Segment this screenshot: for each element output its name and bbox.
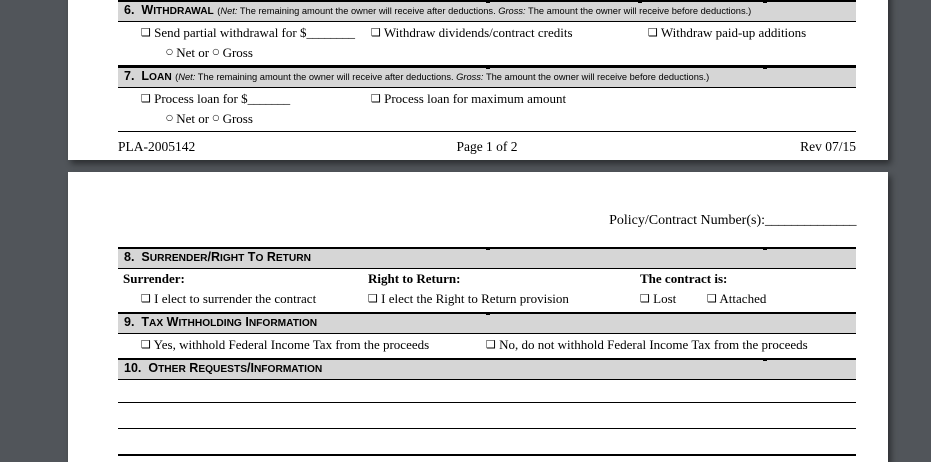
- checkbox-option-contract-attached[interactable]: [707, 291, 766, 307]
- other-requests-write-area[interactable]: [118, 380, 856, 456]
- checkbox-label: No, do not withhold Federal Income Tax from the proceeds: [499, 337, 808, 352]
- page-sheet-two: [68, 172, 888, 462]
- loan-net-gross-row: [118, 110, 856, 128]
- section-note-withdrawal: (Net: The remaining amount the owner will receive after deductions. Gross: The amount the owner will receive before deductions.): [217, 6, 752, 16]
- checkbox-label: Process loan for maximum amount: [384, 91, 567, 106]
- section-number-other: 10.: [124, 361, 142, 375]
- loan-options-row: [118, 91, 856, 109]
- section-title-other-requests: OTHER REQUESTS/INFORMATION: [144, 361, 323, 375]
- checkbox-option-contract-lost[interactable]: [640, 291, 676, 307]
- fill-in-blank[interactable]: ________: [306, 25, 355, 40]
- column-tick-mark: [763, 358, 767, 361]
- checkbox-option-withhold-no[interactable]: [486, 337, 808, 353]
- checkbox-option-withhold-yes[interactable]: [141, 337, 429, 353]
- page-footer: [118, 138, 856, 156]
- section-header-surrender-right-to-return: [118, 247, 856, 269]
- checkbox-option-send-partial-withdrawal[interactable]: [141, 25, 354, 41]
- radio-label-gross: Gross: [222, 111, 253, 126]
- or-separator: or: [198, 111, 210, 126]
- checkbox-icon[interactable]: ❑: [141, 338, 151, 351]
- section-note-loan: (Net: The remaining amount the owner will receive after deductions. Gross: The amount the owner will receive before deductions.): [175, 72, 710, 82]
- checkbox-icon[interactable]: ❑: [368, 292, 378, 305]
- checkbox-option-withdraw-dividends[interactable]: [371, 25, 573, 41]
- fill-in-blank[interactable]: _______: [247, 91, 290, 106]
- checkbox-label: Yes, withhold Federal Income Tax from the proceeds: [153, 337, 430, 352]
- radio-label-net: Net: [176, 45, 196, 60]
- checkbox-option-process-loan-amount[interactable]: [141, 91, 290, 107]
- policy-contract-number-label: Policy/Contract Number(s):: [609, 213, 765, 228]
- column-tick-mark: [486, 0, 490, 3]
- checkbox-option-elect-surrender[interactable]: [141, 291, 316, 307]
- checkbox-label: Send partial withdrawal for $: [154, 25, 307, 40]
- checkbox-option-withdraw-paid-up-additions[interactable]: [648, 25, 806, 41]
- checkbox-label: I elect to surrender the contract: [154, 291, 317, 306]
- footer-page-indicator: Page 1 of 2: [456, 139, 518, 154]
- column-tick-mark: [486, 312, 490, 315]
- radio-icon-net[interactable]: ○: [166, 113, 173, 122]
- checkbox-label: Withdraw paid-up additions: [660, 25, 807, 40]
- radio-group-loan-net-gross[interactable]: [166, 110, 253, 127]
- section-title-tax-withholding: TAX WITHHOLDING INFORMATION: [137, 315, 318, 329]
- policy-contract-number-field[interactable]: [118, 212, 856, 230]
- checkbox-option-process-loan-maximum[interactable]: [371, 91, 566, 107]
- checkbox-icon[interactable]: ❑: [648, 26, 658, 39]
- footer-revision: Rev 07/15: [800, 139, 856, 154]
- tax-withholding-options-row: [118, 337, 856, 355]
- write-line[interactable]: [118, 428, 856, 454]
- column-heading-surrender: Surrender:: [123, 271, 185, 286]
- checkbox-icon[interactable]: ❑: [371, 92, 381, 105]
- footer-divider-rule: [118, 131, 856, 132]
- policy-contract-number-blank[interactable]: ______________: [765, 213, 856, 228]
- radio-icon-gross[interactable]: ○: [212, 47, 220, 56]
- column-tick-mark: [763, 247, 767, 250]
- withdrawal-options-row: [118, 25, 856, 43]
- section-title-loan: LOAN: [141, 69, 172, 83]
- checkbox-label: Lost: [653, 291, 677, 306]
- write-line-space: [118, 380, 856, 402]
- column-tick-mark: [486, 66, 490, 69]
- section-number-surrender: 8.: [124, 250, 135, 264]
- section-header-tax-withholding: [118, 312, 856, 334]
- page-sheet-one: [68, 0, 888, 160]
- radio-group-withdrawal-net-gross[interactable]: [166, 44, 253, 61]
- checkbox-icon[interactable]: ❑: [141, 92, 151, 105]
- radio-label-net: Net: [176, 111, 196, 126]
- section-number-tax: 9.: [124, 315, 135, 329]
- surrender-column-headings-row: [118, 271, 856, 289]
- withdrawal-net-gross-row: [118, 44, 856, 62]
- section-number-loan: 7.: [124, 69, 135, 83]
- section-header-withdrawal: [118, 2, 856, 22]
- checkbox-icon[interactable]: ❑: [141, 26, 151, 39]
- surrender-options-row: [118, 291, 856, 309]
- radio-icon-net[interactable]: ○: [166, 47, 173, 56]
- column-tick-mark: [763, 0, 767, 3]
- section-number-withdrawal: 6.: [124, 3, 135, 17]
- checkbox-label: Process loan for $: [154, 91, 248, 106]
- column-heading-the-contract-is: The contract is:: [640, 271, 728, 286]
- checkbox-icon[interactable]: ❑: [640, 292, 650, 305]
- section-header-loan: [118, 66, 856, 88]
- column-tick-mark: [763, 66, 767, 69]
- footer-form-number: PLA-2005142: [118, 139, 196, 154]
- checkbox-label: I elect the Right to Return provision: [381, 291, 569, 306]
- column-tick-mark: [638, 0, 642, 3]
- radio-icon-gross[interactable]: ○: [212, 113, 220, 122]
- column-heading-right-to-return: Right to Return:: [368, 271, 461, 286]
- radio-label-gross: Gross: [222, 45, 253, 60]
- checkbox-icon[interactable]: ❑: [141, 292, 151, 305]
- checkbox-label: Attached: [719, 291, 767, 306]
- bottom-rule: [118, 454, 856, 456]
- checkbox-option-elect-right-to-return[interactable]: [368, 291, 569, 307]
- section-header-other-requests: [118, 358, 856, 380]
- checkbox-icon[interactable]: ❑: [486, 338, 496, 351]
- checkbox-label: Withdraw dividends/contract credits: [383, 25, 573, 40]
- section-title-surrender: SURRENDER/RIGHT TO RETURN: [141, 250, 311, 264]
- section-title-withdrawal: WITHDRAWAL: [141, 3, 214, 17]
- checkbox-icon[interactable]: ❑: [371, 26, 381, 39]
- or-separator: or: [198, 45, 210, 60]
- write-line[interactable]: [118, 402, 856, 428]
- checkbox-icon[interactable]: ❑: [707, 292, 717, 305]
- column-tick-mark: [486, 247, 490, 250]
